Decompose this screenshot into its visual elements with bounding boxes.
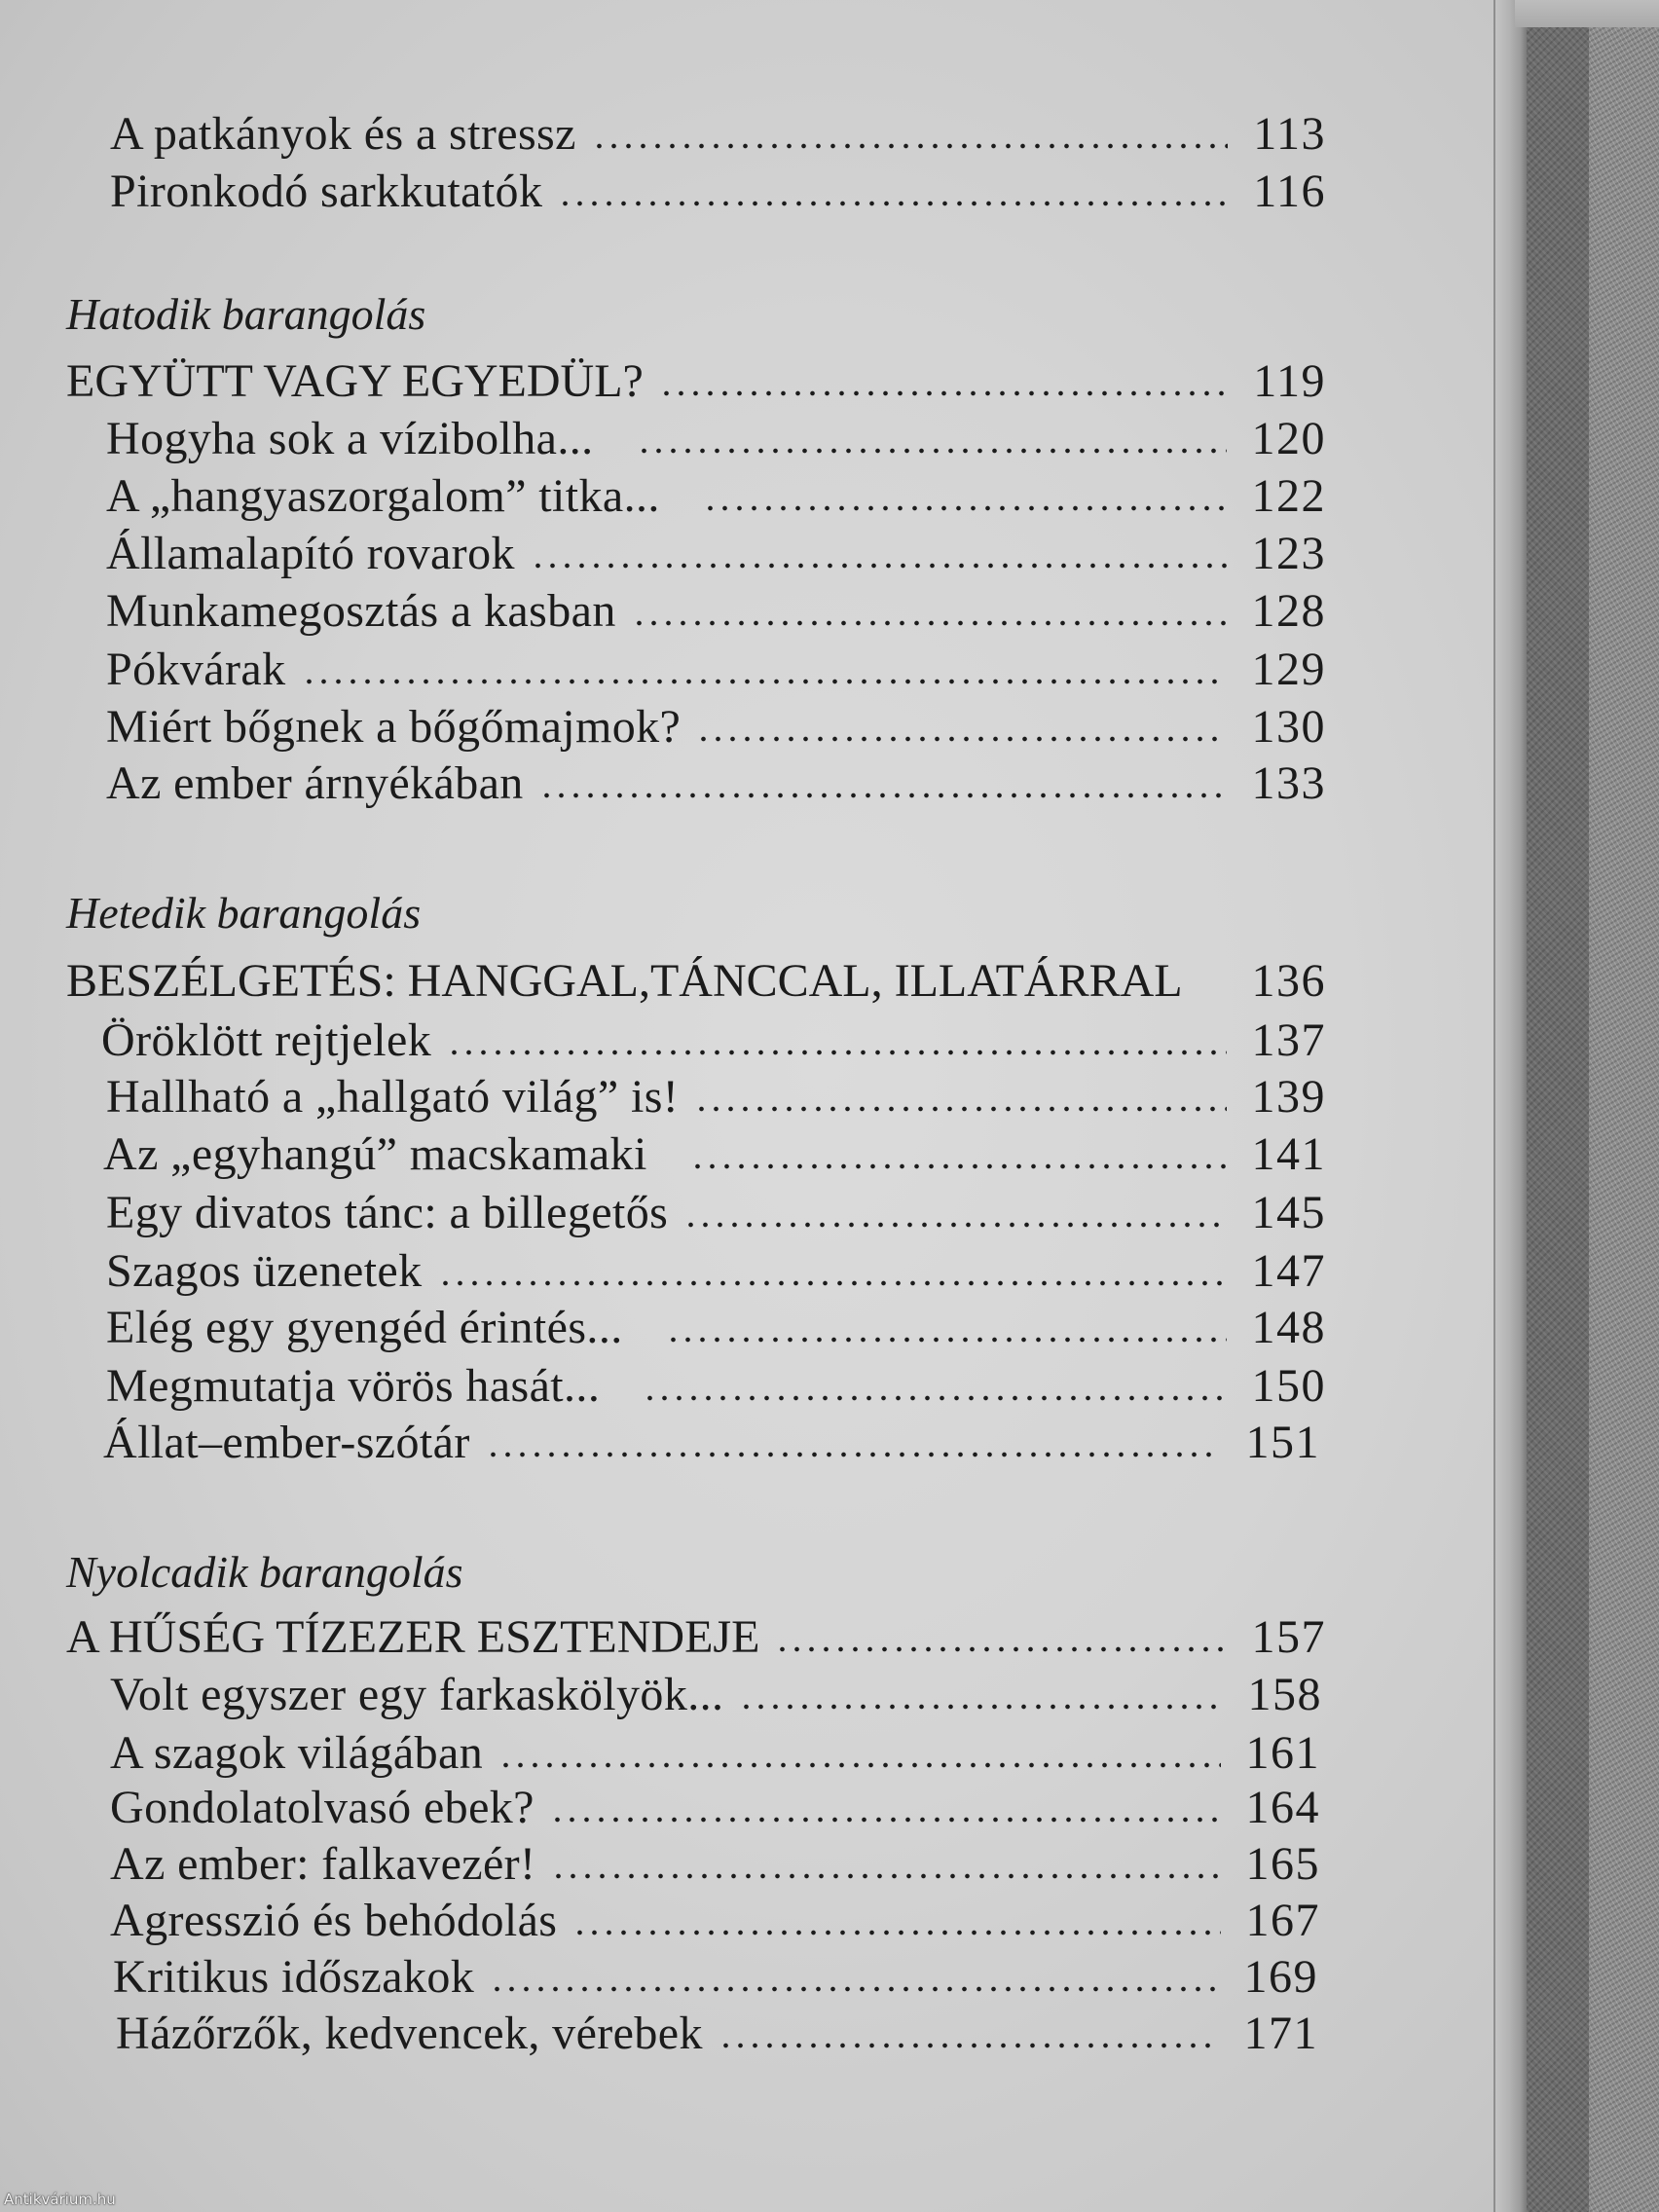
toc-leader-dots	[690, 1163, 1227, 1169]
toc-entry-title: Miért bőgnek a bőgőmajmok?	[106, 701, 682, 753]
toc-page-number: 167	[1245, 1895, 1320, 1946]
toc-leader-dots	[558, 201, 1228, 206]
toc-entry	[113, 1948, 1318, 2006]
toc-page-number: 139	[1251, 1071, 1326, 1123]
book-cover-cloth	[1589, 0, 1659, 2212]
toc-entry	[110, 1779, 1320, 1836]
toc-leader-dots	[592, 143, 1228, 149]
toc-entry-title: Pókvárak	[106, 644, 286, 695]
toc-entry-title: Megmutatja vörös hasát...	[106, 1360, 601, 1412]
toc-entry	[101, 1012, 1326, 1069]
toc-entry	[106, 1357, 1326, 1415]
toc-leader-dots	[703, 505, 1227, 511]
toc-entry-title: Agresszió és behódolás	[110, 1895, 558, 1946]
toc-page-number: 128	[1251, 585, 1326, 637]
toc-entry	[106, 1184, 1326, 1241]
toc-page-number: 158	[1247, 1669, 1322, 1720]
chapter-heading-title: BESZÉLGETÉS: HANGGAL,TÁNCCAL, ILLATÁRRAL	[66, 955, 1183, 1007]
toc-leader-dots	[739, 1704, 1222, 1710]
toc-page-number: 165	[1245, 1838, 1320, 1890]
toc-leader-dots	[550, 1817, 1221, 1823]
page-edge	[1493, 0, 1527, 2212]
toc-entry	[106, 467, 1326, 525]
toc-entry	[110, 1724, 1320, 1782]
toc-entry	[110, 163, 1326, 220]
toc-page-number: 169	[1243, 1951, 1318, 2003]
toc-entry-title: Államalapító rovarok	[106, 528, 515, 579]
book-cover-binding	[1527, 0, 1589, 2212]
chapter-heading	[66, 1608, 1326, 1666]
toc-entry-title: A szagok világában	[110, 1727, 484, 1779]
toc-entry-title: Az ember: falkavezér!	[110, 1838, 536, 1890]
toc-entry-title: Az „egyhangú” macskamaki	[103, 1128, 647, 1180]
toc-entry-title: A „hangyaszorgalom” titka...	[106, 470, 660, 522]
toc-entry-title: Öröklött rejtjelek	[101, 1014, 432, 1066]
toc-entry	[106, 755, 1326, 812]
toc-page-number: 119	[1253, 355, 1326, 407]
toc-entry	[103, 1125, 1326, 1183]
toc-page-number: 145	[1251, 1187, 1326, 1238]
section-label: Hatodik barangolás	[66, 289, 426, 339]
toc-entry	[110, 1892, 1320, 1949]
toc-leader-dots	[719, 2043, 1219, 2048]
toc-leader-dots	[666, 1337, 1227, 1343]
toc-page-number: 147	[1251, 1245, 1326, 1297]
toc-entry	[106, 1242, 1326, 1300]
toc-page-number: 150	[1251, 1360, 1326, 1412]
toc-leader-dots	[696, 736, 1226, 742]
toc-entry	[106, 698, 1326, 756]
toc-page-number: 171	[1243, 2008, 1318, 2059]
section-label: Hetedik barangolás	[66, 888, 422, 938]
toc-leader-dots	[447, 1050, 1226, 1055]
toc-leader-dots	[531, 563, 1227, 569]
toc-entry-title: Gondolatolvasó ebek?	[110, 1782, 535, 1833]
toc-page-number: 129	[1251, 644, 1326, 695]
watermark-text: Antikvárium.hu	[4, 2191, 116, 2208]
toc-entry-title: Szagos üzenetek	[106, 1245, 423, 1297]
toc-page-number: 137	[1251, 1014, 1326, 1066]
toc-leader-dots	[683, 1222, 1226, 1228]
toc-leader-dots	[302, 679, 1227, 684]
toc-page-number: 113	[1253, 108, 1326, 160]
toc-leader-dots	[498, 1762, 1220, 1768]
toc-leader-dots	[539, 793, 1227, 798]
toc-page-number: 157	[1251, 1611, 1326, 1663]
toc-entry	[106, 641, 1326, 698]
toc-entry	[106, 1299, 1326, 1356]
chapter-heading	[66, 952, 1326, 1010]
toc-page-number: 130	[1251, 701, 1326, 753]
toc-entry-title: Hogyha sok a vízibolha...	[106, 413, 594, 464]
chapter-heading-title: EGYÜTT VAGY EGYEDÜL?	[66, 355, 644, 407]
toc-entry	[110, 1666, 1322, 1723]
toc-leader-dots	[1191, 990, 1244, 996]
toc-page-number: 151	[1245, 1417, 1320, 1468]
toc-entry-title: Az ember árnyékában	[106, 757, 524, 809]
toc-page-number: 141	[1251, 1128, 1326, 1180]
toc-entry-title: Volt egyszer egy farkaskölyök...	[110, 1669, 724, 1720]
toc-entry-title: Pironkodó sarkkutatók	[110, 166, 543, 217]
section-label: Nyolcadik barangolás	[66, 1547, 463, 1597]
toc-entry	[106, 582, 1326, 640]
toc-leader-dots	[486, 1452, 1221, 1457]
toc-page-number: 120	[1251, 413, 1326, 464]
toc-leader-dots	[572, 1930, 1220, 1936]
toc-page-number: 161	[1245, 1727, 1320, 1779]
toc-entry	[106, 1068, 1326, 1125]
toc-entry	[110, 1835, 1320, 1893]
toc-leader-dots	[775, 1646, 1226, 1652]
toc-entry-title: Hallható a „hallgató világ” is!	[106, 1071, 680, 1123]
toc-entry-title: Egy divatos tánc: a billegetős	[106, 1187, 669, 1238]
toc-entry	[106, 525, 1326, 582]
toc-leader-dots	[694, 1106, 1226, 1112]
toc-page-number: 122	[1251, 470, 1326, 522]
toc-leader-dots	[643, 1395, 1226, 1401]
toc-entry	[103, 1414, 1320, 1471]
toc-page-number: 148	[1251, 1302, 1326, 1353]
toc-entry	[110, 105, 1326, 163]
toc-page-number: 136	[1251, 955, 1326, 1007]
toc-entry-title: Munkamegosztás a kasban	[106, 585, 616, 637]
toc-page-number: 164	[1245, 1782, 1320, 1833]
toc-entry-title: Házőrzők, kedvencek, vérebek	[116, 2008, 703, 2059]
toc-page-number: 116	[1253, 166, 1326, 217]
book-cover-top-edge	[1515, 0, 1659, 27]
toc-entry	[106, 410, 1326, 467]
toc-leader-dots	[551, 1873, 1220, 1879]
toc-page-number: 123	[1251, 528, 1326, 579]
toc-leader-dots	[438, 1280, 1227, 1286]
toc-leader-dots	[659, 390, 1228, 396]
toc-page-number: 133	[1251, 757, 1326, 809]
toc-leader-dots	[490, 1986, 1218, 1992]
toc-entry-title: Elég egy gyengéd érintés...	[106, 1302, 623, 1353]
toc-entry-title: Állat–ember-szótár	[103, 1417, 470, 1468]
chapter-heading-title: A HŰSÉG TÍZEZER ESZTENDEJE	[66, 1611, 760, 1663]
toc-leader-dots	[637, 448, 1227, 454]
toc-entry	[116, 2005, 1318, 2062]
chapter-heading	[66, 352, 1326, 410]
toc-entry-title: Kritikus időszakok	[113, 1951, 475, 2003]
toc-entry-title: A patkányok és a stressz	[110, 108, 576, 160]
toc-leader-dots	[632, 620, 1227, 626]
